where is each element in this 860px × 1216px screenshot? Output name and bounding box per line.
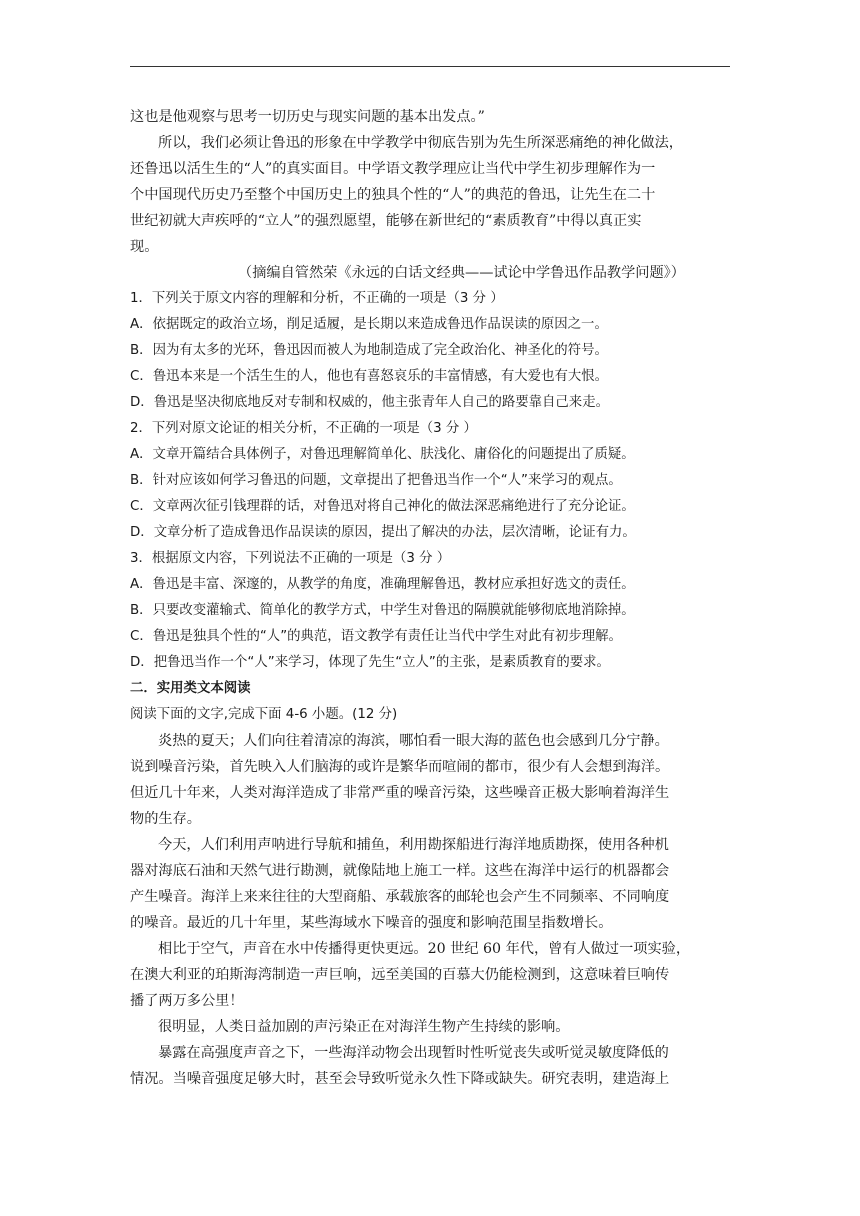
paragraph-line: 今天，人们利用声呐进行导航和捕鱼，利用勘探船进行海洋地质勘探，使用各种机 <box>158 837 669 853</box>
option-c: C．鲁迅是独具个性的“人”的典范，语文教学有责任让当代中学生对此有初步理解。 <box>130 629 622 644</box>
paragraph-line: 现。 <box>130 239 159 255</box>
paragraph-line: 世纪初就大声疾呼的“立人”的强烈愿望，能够在新世纪的“素质教育”中得以真正实 <box>130 213 642 229</box>
question-stem: 1．下列关于原文内容的理解和分析，不正确的一项是（3 分 ） <box>130 291 504 306</box>
option-b: B．只要改变灌输式、简单化的教学方式，中学生对鲁迅的隔膜就能够彻底地消除掉。 <box>130 603 635 618</box>
option-a: A．鲁迅是丰富、深邃的，从教学的角度，准确理解鲁迅，教材应承担好选文的责任。 <box>130 577 635 592</box>
paragraph-line: 在澳大利亚的珀斯海湾制造一声巨响，远至美国的百慕大仍能检测到，这意味着巨响传 <box>130 967 670 983</box>
option-d: D．鲁迅是坚决彻底地反对专制和权威的，他主张青年人自己的路要靠自己来走。 <box>130 395 609 410</box>
question-stem: 3．根据原文内容，下列说法不正确的一项是（3 分 ） <box>130 551 451 566</box>
question-3 <box>130 546 730 676</box>
paragraph-line: 这也是他观察与思考一切历史与现实问题的基本出发点。” <box>130 109 485 125</box>
paragraph-line: 所以，我们必须让鲁迅的形象在中学教学中彻底告别为先生所深恶痛绝的神化做法， <box>158 135 683 151</box>
paragraph-line: 炎热的夏天；人们向往着清凉的海滨，哪怕看一眼大海的蓝色也会感到几分宁静。 <box>158 733 669 749</box>
section-heading: 二．实用类文本阅读 <box>130 681 251 696</box>
paragraph-line: 产生噪音。海洋上来来往往的大型商船、承载旅客的邮轮也会产生不同频率、不同响度 <box>130 889 670 905</box>
paragraph-line: 暴露在高强度声音之下，一些海洋动物会出现暂时性听觉丧失或听觉灵敏度降低的 <box>158 1045 669 1061</box>
paragraph-line: 的噪音。最近的几十年里，某些海域水下噪音的强度和影响范围呈指数增长。 <box>130 915 613 931</box>
question-1 <box>130 286 730 416</box>
paragraph-line: 物的生存。 <box>130 811 201 827</box>
source-citation: （摘编自管然荣《永远的白话文经典——试论中学鲁迅作品教学问题》） <box>238 265 685 281</box>
option-b: B．针对应该如何学习鲁迅的问题，文章提出了把鲁迅当作一个“人”来学习的观点。 <box>130 473 622 488</box>
option-c: C．文章两次征引钱理群的话，对鲁迅对将自己神化的做法深恶痛绝进行了充分论证。 <box>130 499 635 514</box>
paragraph-line: 但近几十年来，人类对海洋造成了非常严重的噪音污染，这些噪音正极大影响着海洋生 <box>130 785 670 801</box>
paragraph-line: 播了两万多公里！ <box>130 993 244 1009</box>
option-d: D．文章分析了造成鲁迅作品误读的原因，提出了解决的办法，层次清晰，论证有力。 <box>130 525 636 540</box>
paragraph-line: 很明显，人类日益加剧的声污染正在对海洋生物产生持续的影响。 <box>158 1019 570 1035</box>
document-body <box>130 104 730 1092</box>
section-two <box>130 676 730 1092</box>
option-b: B．因为有太多的光环，鲁迅因而被人为地制造成了完全政治化、神圣化的符号。 <box>130 343 608 358</box>
question-stem: 2．下列对原文论证的相关分析，不正确的一项是（3 分 ） <box>130 421 477 436</box>
option-d: D．把鲁迅当作一个“人”来学习，体现了先生“立人”的主张，是素质教育的要求。 <box>130 655 610 670</box>
paragraph-line: 器对海底石油和天然气进行勘测，就像陆地上施工一样。这些在海洋中运行的机器都会 <box>130 863 670 879</box>
paragraph-line: 相比于空气，声音在水中传播得更快更远。20 世纪 60 年代，曾有人做过一项实验， <box>158 941 691 957</box>
header-rule <box>130 66 730 67</box>
section-instruction: 阅读下面的文字,完成下面 4-6 小题。(12 分) <box>130 707 398 722</box>
option-a: A．文章开篇结合具体例子，对鲁迅理解简单化、肤浅化、庸俗化的问题提出了质疑。 <box>130 447 635 462</box>
option-c: C．鲁迅本来是一个活生生的人，他也有喜怒哀乐的丰富情感，有大爱也有大恨。 <box>130 369 609 384</box>
paragraph-line: 还鲁迅以活生生的“人”的真实面目。中学语文教学理应让当代中学生初步理解作为一 <box>130 161 656 177</box>
paragraph-line: 情况。当噪音强度足够大时，甚至会导致听觉永久性下降或缺失。研究表明，建造海上 <box>130 1071 670 1087</box>
question-2 <box>130 416 730 546</box>
passage-one <box>130 104 730 286</box>
paragraph-line: 个中国现代历史乃至整个中国历史上的独具个性的“人”的典范的鲁迅，让先生在二十 <box>130 187 656 203</box>
paragraph-line: 说到噪音污染，首先映入人们脑海的或许是繁华而喧闹的都市，很少有人会想到海洋。 <box>130 759 670 775</box>
option-a: A．依据既定的政治立场，削足适履，是长期以来造成鲁迅作品误读的原因之一。 <box>130 317 608 332</box>
